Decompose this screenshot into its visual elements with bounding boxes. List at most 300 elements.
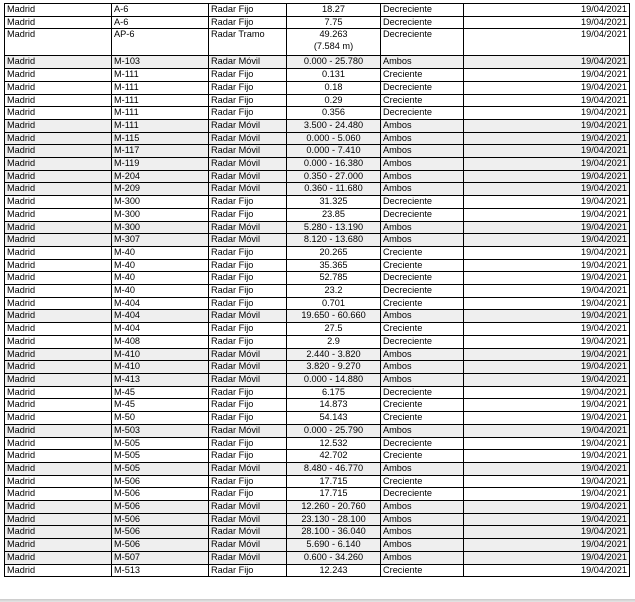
cell-provincia [5, 488, 112, 501]
cell-tipo [209, 285, 287, 298]
cell-pk-text: 0.000 - 7.410 [306, 145, 361, 156]
cell-tipo-text: Radar Móvil [211, 145, 261, 156]
cell-carretera [112, 56, 209, 69]
table-row [5, 285, 630, 298]
cell-sentido-text: Decreciente [383, 285, 433, 296]
cell-carretera-text: M-204 [114, 170, 141, 181]
cell-tipo [209, 399, 287, 412]
cell-sentido [381, 208, 464, 221]
cell-provincia-text: Madrid [7, 564, 36, 575]
cell-tipo [209, 323, 287, 336]
cell-fecha [464, 119, 630, 132]
cell-tipo [209, 488, 287, 501]
cell-carretera [112, 310, 209, 323]
cell-fecha [464, 4, 630, 17]
cell-fecha-text: 19/04/2021 [581, 285, 627, 296]
cell-carretera-text: M-506 [114, 539, 141, 550]
cell-pk-text: 7.75 [324, 16, 343, 27]
cell-fecha [464, 551, 630, 564]
table-row [5, 145, 630, 158]
cell-provincia [5, 170, 112, 183]
cell-fecha-text: 19/04/2021 [581, 196, 627, 207]
table-row [5, 526, 630, 539]
cell-provincia-text: Madrid [7, 297, 36, 308]
cell-tipo [209, 551, 287, 564]
table-row [5, 361, 630, 374]
cell-provincia [5, 399, 112, 412]
cell-fecha [464, 107, 630, 120]
cell-tipo-text: Radar Fijo [211, 437, 254, 448]
cell-tipo-text: Radar Móvil [211, 513, 261, 524]
cell-sentido-text: Ambos [383, 310, 412, 321]
cell-pk-text: 12.243 [319, 564, 348, 575]
table-row [5, 501, 630, 514]
cell-carretera-text: M-115 [114, 132, 140, 143]
cell-carretera-text: M-119 [114, 158, 140, 169]
cell-provincia [5, 69, 112, 82]
cell-fecha-text: 19/04/2021 [581, 551, 627, 562]
cell-fecha-text: 19/04/2021 [581, 412, 627, 423]
cell-fecha [464, 56, 630, 69]
cell-pk-text: 14.873 [319, 399, 348, 410]
cell-pk [287, 119, 381, 132]
cell-fecha [464, 297, 630, 310]
cell-fecha-text: 19/04/2021 [581, 56, 627, 67]
table-row [5, 386, 630, 399]
cell-sentido-text: Ambos [383, 539, 412, 550]
cell-fecha-text: 19/04/2021 [581, 386, 627, 397]
cell-fecha-text: 19/04/2021 [581, 501, 627, 512]
cell-carretera-text: M-408 [114, 335, 141, 346]
cell-tipo [209, 462, 287, 475]
cell-tipo [209, 259, 287, 272]
cell-fecha [464, 132, 630, 145]
cell-provincia-text: Madrid [7, 246, 36, 257]
cell-sentido [381, 221, 464, 234]
table-row [5, 399, 630, 412]
cell-carretera [112, 272, 209, 285]
cell-provincia-text: Madrid [7, 501, 36, 512]
cell-tipo [209, 29, 287, 56]
cell-tipo-text: Radar Móvil [211, 158, 261, 169]
cell-sentido-text: Ambos [383, 513, 412, 524]
table-row [5, 424, 630, 437]
radar-table-sheet [4, 3, 629, 577]
cell-carretera-text: M-506 [114, 488, 141, 499]
cell-provincia-text: Madrid [7, 513, 36, 524]
cell-tipo-text: Radar Móvil [211, 348, 261, 359]
table-row [5, 107, 630, 120]
cell-fecha [464, 246, 630, 259]
cell-sentido-text: Ambos [383, 234, 412, 245]
cell-sentido [381, 119, 464, 132]
cell-fecha [464, 424, 630, 437]
cell-carretera [112, 285, 209, 298]
cell-provincia [5, 158, 112, 171]
cell-pk-text: 0.350 - 27.000 [303, 170, 364, 181]
cell-fecha [464, 373, 630, 386]
cell-fecha-text: 19/04/2021 [581, 323, 627, 334]
cell-tipo [209, 437, 287, 450]
cell-carretera-text: M-40 [114, 285, 135, 296]
cell-pk [287, 475, 381, 488]
cell-fecha-text: 19/04/2021 [581, 221, 627, 232]
cell-tipo [209, 246, 287, 259]
cell-carretera [112, 81, 209, 94]
cell-pk-text: 18.27 [322, 4, 345, 14]
cell-fecha [464, 81, 630, 94]
cell-tipo-text: Radar Fijo [211, 488, 254, 499]
cell-pk [287, 462, 381, 475]
table-row [5, 462, 630, 475]
cell-pk [287, 29, 381, 56]
cell-sentido [381, 94, 464, 107]
cell-carretera-text: M-410 [114, 361, 141, 372]
cell-tipo-text: Radar Fijo [211, 259, 254, 270]
cell-carretera-text: M-505 [114, 462, 141, 473]
cell-provincia-text: Madrid [7, 94, 36, 105]
cell-tipo-text: Radar Fijo [211, 399, 254, 410]
cell-fecha-text: 19/04/2021 [581, 170, 627, 181]
cell-sentido-text: Ambos [383, 361, 412, 372]
cell-pk [287, 361, 381, 374]
table-row [5, 16, 630, 29]
cell-fecha-text: 19/04/2021 [581, 234, 627, 245]
cell-sentido-text: Decreciente [383, 107, 433, 118]
cell-carretera [112, 348, 209, 361]
cell-sentido-text: Creciente [383, 450, 423, 461]
cell-sentido [381, 145, 464, 158]
cell-provincia [5, 348, 112, 361]
cell-fecha-text: 19/04/2021 [581, 246, 627, 257]
cell-pk-text: 54.143 [319, 412, 348, 423]
cell-carretera [112, 246, 209, 259]
cell-sentido [381, 412, 464, 425]
cell-pk [287, 424, 381, 437]
table-row [5, 119, 630, 132]
cell-provincia-text: Madrid [7, 437, 36, 448]
cell-provincia-text: Madrid [7, 208, 36, 219]
cell-sentido-text: Ambos [383, 348, 412, 359]
cell-sentido-text: Ambos [383, 183, 412, 194]
cell-carretera-text: M-507 [114, 551, 141, 562]
cell-fecha-text: 19/04/2021 [581, 462, 627, 473]
cell-fecha-text: 19/04/2021 [581, 183, 627, 194]
cell-tipo [209, 69, 287, 82]
cell-pk-text: 0.600 - 34.260 [303, 551, 364, 562]
cell-provincia [5, 513, 112, 526]
cell-fecha [464, 170, 630, 183]
cell-sentido-text: Ambos [383, 373, 412, 384]
cell-sentido-text: Ambos [383, 56, 412, 67]
cell-sentido [381, 310, 464, 323]
cell-tipo [209, 424, 287, 437]
cell-tipo [209, 107, 287, 120]
cell-provincia [5, 4, 112, 17]
cell-provincia [5, 132, 112, 145]
cell-sentido [381, 501, 464, 514]
cell-fecha [464, 488, 630, 501]
cell-sentido [381, 69, 464, 82]
cell-sentido-text: Ambos [383, 145, 412, 156]
cell-carretera [112, 386, 209, 399]
cell-pk [287, 386, 381, 399]
cell-pk [287, 56, 381, 69]
cell-tipo [209, 373, 287, 386]
cell-fecha [464, 183, 630, 196]
cell-tipo [209, 145, 287, 158]
cell-pk [287, 221, 381, 234]
cell-tipo [209, 348, 287, 361]
cell-carretera-text: M-209 [114, 183, 141, 194]
cell-fecha-text: 19/04/2021 [581, 488, 627, 499]
cell-carretera [112, 16, 209, 29]
cell-sentido-text: Creciente [383, 246, 423, 257]
cell-fecha-text: 19/04/2021 [581, 132, 627, 143]
cell-pk-text: 35.365 [319, 259, 348, 270]
cell-fecha [464, 259, 630, 272]
cell-carretera [112, 29, 209, 56]
table-row [5, 488, 630, 501]
cell-carretera-text: M-300 [114, 221, 141, 232]
table-row [5, 208, 630, 221]
cell-provincia [5, 373, 112, 386]
cell-carretera [112, 196, 209, 209]
cell-provincia-text: Madrid [7, 107, 36, 118]
cell-carretera-text: M-111 [114, 119, 139, 130]
cell-tipo-text: Radar Fijo [211, 4, 254, 14]
cell-tipo [209, 501, 287, 514]
cell-carretera-text: M-506 [114, 513, 141, 524]
cell-pk-text: 0.000 - 14.880 [303, 373, 364, 384]
cell-tipo-text: Radar Fijo [211, 412, 254, 423]
cell-tipo [209, 564, 287, 577]
cell-sentido-text: Creciente [383, 564, 423, 575]
cell-sentido [381, 297, 464, 310]
cell-provincia-text: Madrid [7, 119, 36, 130]
cell-tipo [209, 450, 287, 463]
cell-sentido [381, 132, 464, 145]
cell-tipo [209, 539, 287, 552]
cell-provincia [5, 475, 112, 488]
cell-provincia-text: Madrid [7, 424, 36, 435]
cell-sentido [381, 81, 464, 94]
cell-sentido [381, 335, 464, 348]
cell-pk [287, 246, 381, 259]
cell-provincia [5, 386, 112, 399]
cell-sentido [381, 348, 464, 361]
cell-carretera [112, 551, 209, 564]
cell-pk-text: 0.000 - 25.790 [303, 424, 364, 435]
cell-provincia-text: Madrid [7, 310, 36, 321]
cell-carretera [112, 412, 209, 425]
cell-tipo-text: Radar Fijo [211, 208, 254, 219]
cell-provincia-text: Madrid [7, 285, 36, 296]
cell-sentido-text: Decreciente [383, 29, 433, 40]
cell-provincia-text: Madrid [7, 29, 36, 40]
cell-sentido-text: Decreciente [383, 16, 433, 27]
table-row [5, 513, 630, 526]
cell-sentido-text: Decreciente [383, 386, 433, 397]
cell-pk [287, 132, 381, 145]
cell-sentido [381, 488, 464, 501]
cell-fecha-text: 19/04/2021 [581, 539, 627, 550]
cell-pk [287, 526, 381, 539]
cell-fecha-text: 19/04/2021 [581, 348, 627, 359]
cell-tipo-text: Radar Fijo [211, 386, 254, 397]
cell-sentido-text: Creciente [383, 297, 423, 308]
table-row [5, 196, 630, 209]
cell-sentido-text: Ambos [383, 551, 412, 562]
cell-fecha-text: 19/04/2021 [581, 513, 627, 524]
cell-fecha-text: 19/04/2021 [581, 16, 627, 27]
cell-carretera [112, 259, 209, 272]
cell-pk [287, 297, 381, 310]
cell-tipo-text: Radar Móvil [211, 183, 261, 194]
cell-pk [287, 81, 381, 94]
cell-sentido [381, 539, 464, 552]
cell-tipo [209, 297, 287, 310]
cell-carretera [112, 94, 209, 107]
cell-pk [287, 513, 381, 526]
cell-carretera-text: M-300 [114, 196, 141, 207]
cell-fecha-text: 19/04/2021 [581, 399, 627, 410]
table-row [5, 272, 630, 285]
cell-sentido-text: Ambos [383, 221, 412, 232]
table-row [5, 335, 630, 348]
cell-carretera-text: M-117 [114, 145, 140, 156]
cell-tipo [209, 158, 287, 171]
cell-fecha-text: 19/04/2021 [581, 4, 627, 14]
cell-tipo-text: Radar Móvil [211, 539, 261, 550]
cell-tipo-text: Radar Fijo [211, 272, 254, 283]
cell-carretera [112, 501, 209, 514]
cell-fecha [464, 208, 630, 221]
cell-provincia-text: Madrid [7, 234, 36, 245]
cell-fecha-text: 19/04/2021 [581, 450, 627, 461]
cell-provincia-text: Madrid [7, 69, 36, 80]
cell-pk [287, 501, 381, 514]
cell-tipo [209, 119, 287, 132]
cell-tipo-text: Radar Fijo [211, 335, 254, 346]
cell-pk-text: 23.2 [324, 285, 343, 296]
cell-carretera-text: A-6 [114, 16, 129, 27]
cell-carretera [112, 335, 209, 348]
cell-provincia [5, 412, 112, 425]
cell-carretera [112, 450, 209, 463]
cell-provincia-text: Madrid [7, 348, 36, 359]
cell-fecha [464, 94, 630, 107]
cell-tipo [209, 412, 287, 425]
cell-fecha-text: 19/04/2021 [581, 564, 627, 575]
cell-pk-text: 31.325 [319, 196, 348, 207]
cell-provincia-text: Madrid [7, 450, 36, 461]
cell-sentido-text: Decreciente [383, 272, 433, 283]
cell-tipo-text: Radar Fijo [211, 450, 254, 461]
cell-tipo-text: Radar Fijo [211, 107, 254, 118]
cell-pk-text: 0.000 - 25.780 [303, 56, 364, 67]
cell-provincia [5, 539, 112, 552]
cell-fecha [464, 539, 630, 552]
cell-provincia [5, 551, 112, 564]
table-row [5, 56, 630, 69]
cell-sentido [381, 361, 464, 374]
cell-pk [287, 183, 381, 196]
cell-sentido [381, 4, 464, 17]
cell-provincia-text: Madrid [7, 551, 36, 562]
cell-provincia [5, 221, 112, 234]
cell-fecha [464, 323, 630, 336]
cell-carretera-text: M-506 [114, 501, 141, 512]
cell-sentido-text: Decreciente [383, 81, 433, 92]
cell-tipo [209, 310, 287, 323]
cell-sentido-text: Ambos [383, 158, 412, 169]
cell-fecha-text: 19/04/2021 [581, 81, 627, 92]
table-row [5, 373, 630, 386]
cell-pk-text: 5.690 - 6.140 [306, 539, 361, 550]
cell-fecha [464, 145, 630, 158]
cell-sentido-text: Ambos [383, 462, 412, 473]
cell-carretera-text: M-410 [114, 348, 141, 359]
cell-carretera-text: M-40 [114, 259, 135, 270]
cell-tipo [209, 221, 287, 234]
cell-pk-text: 2.9 [327, 335, 340, 346]
cell-pk-text: 0.356 [322, 107, 345, 118]
table-row [5, 323, 630, 336]
cell-pk-text: 49.263 [319, 29, 348, 40]
cell-provincia [5, 234, 112, 247]
cell-carretera-text: M-111 [114, 94, 139, 105]
cell-provincia [5, 285, 112, 298]
cell-pk-text: 0.29 [324, 94, 343, 105]
cell-fecha-text: 19/04/2021 [581, 158, 627, 169]
cell-fecha [464, 196, 630, 209]
cell-tipo [209, 170, 287, 183]
cell-fecha-text: 19/04/2021 [581, 310, 627, 321]
cell-provincia-text: Madrid [7, 399, 36, 410]
cell-pk-text: 5.280 - 13.190 [303, 221, 364, 232]
cell-pk [287, 145, 381, 158]
cell-tipo-text: Radar Móvil [211, 170, 261, 181]
cell-fecha-text: 19/04/2021 [581, 297, 627, 308]
cell-provincia [5, 526, 112, 539]
table-row [5, 259, 630, 272]
cell-carretera-text: M-505 [114, 450, 141, 461]
cell-sentido-text: Creciente [383, 69, 423, 80]
cell-fecha-text: 19/04/2021 [581, 424, 627, 435]
cell-carretera [112, 539, 209, 552]
cell-provincia [5, 297, 112, 310]
cell-provincia [5, 56, 112, 69]
cell-fecha-text: 19/04/2021 [581, 94, 627, 105]
cell-sentido-text: Decreciente [383, 208, 433, 219]
cell-carretera [112, 361, 209, 374]
cell-sentido [381, 323, 464, 336]
cell-tipo-text: Radar Móvil [211, 119, 261, 130]
cell-carretera [112, 132, 209, 145]
cell-carretera-text: M-506 [114, 526, 141, 537]
cell-provincia-text: Madrid [7, 183, 36, 194]
cell-pk-text: 12.532 [319, 437, 348, 448]
cell-carretera-text: M-45 [114, 399, 135, 410]
cell-carretera-text: M-404 [114, 297, 141, 308]
cell-fecha [464, 335, 630, 348]
cell-provincia-text: Madrid [7, 526, 36, 537]
cell-tipo-text: Radar Fijo [211, 285, 254, 296]
table-row [5, 297, 630, 310]
cell-provincia [5, 424, 112, 437]
cell-tipo-text: Radar Móvil [211, 462, 261, 473]
